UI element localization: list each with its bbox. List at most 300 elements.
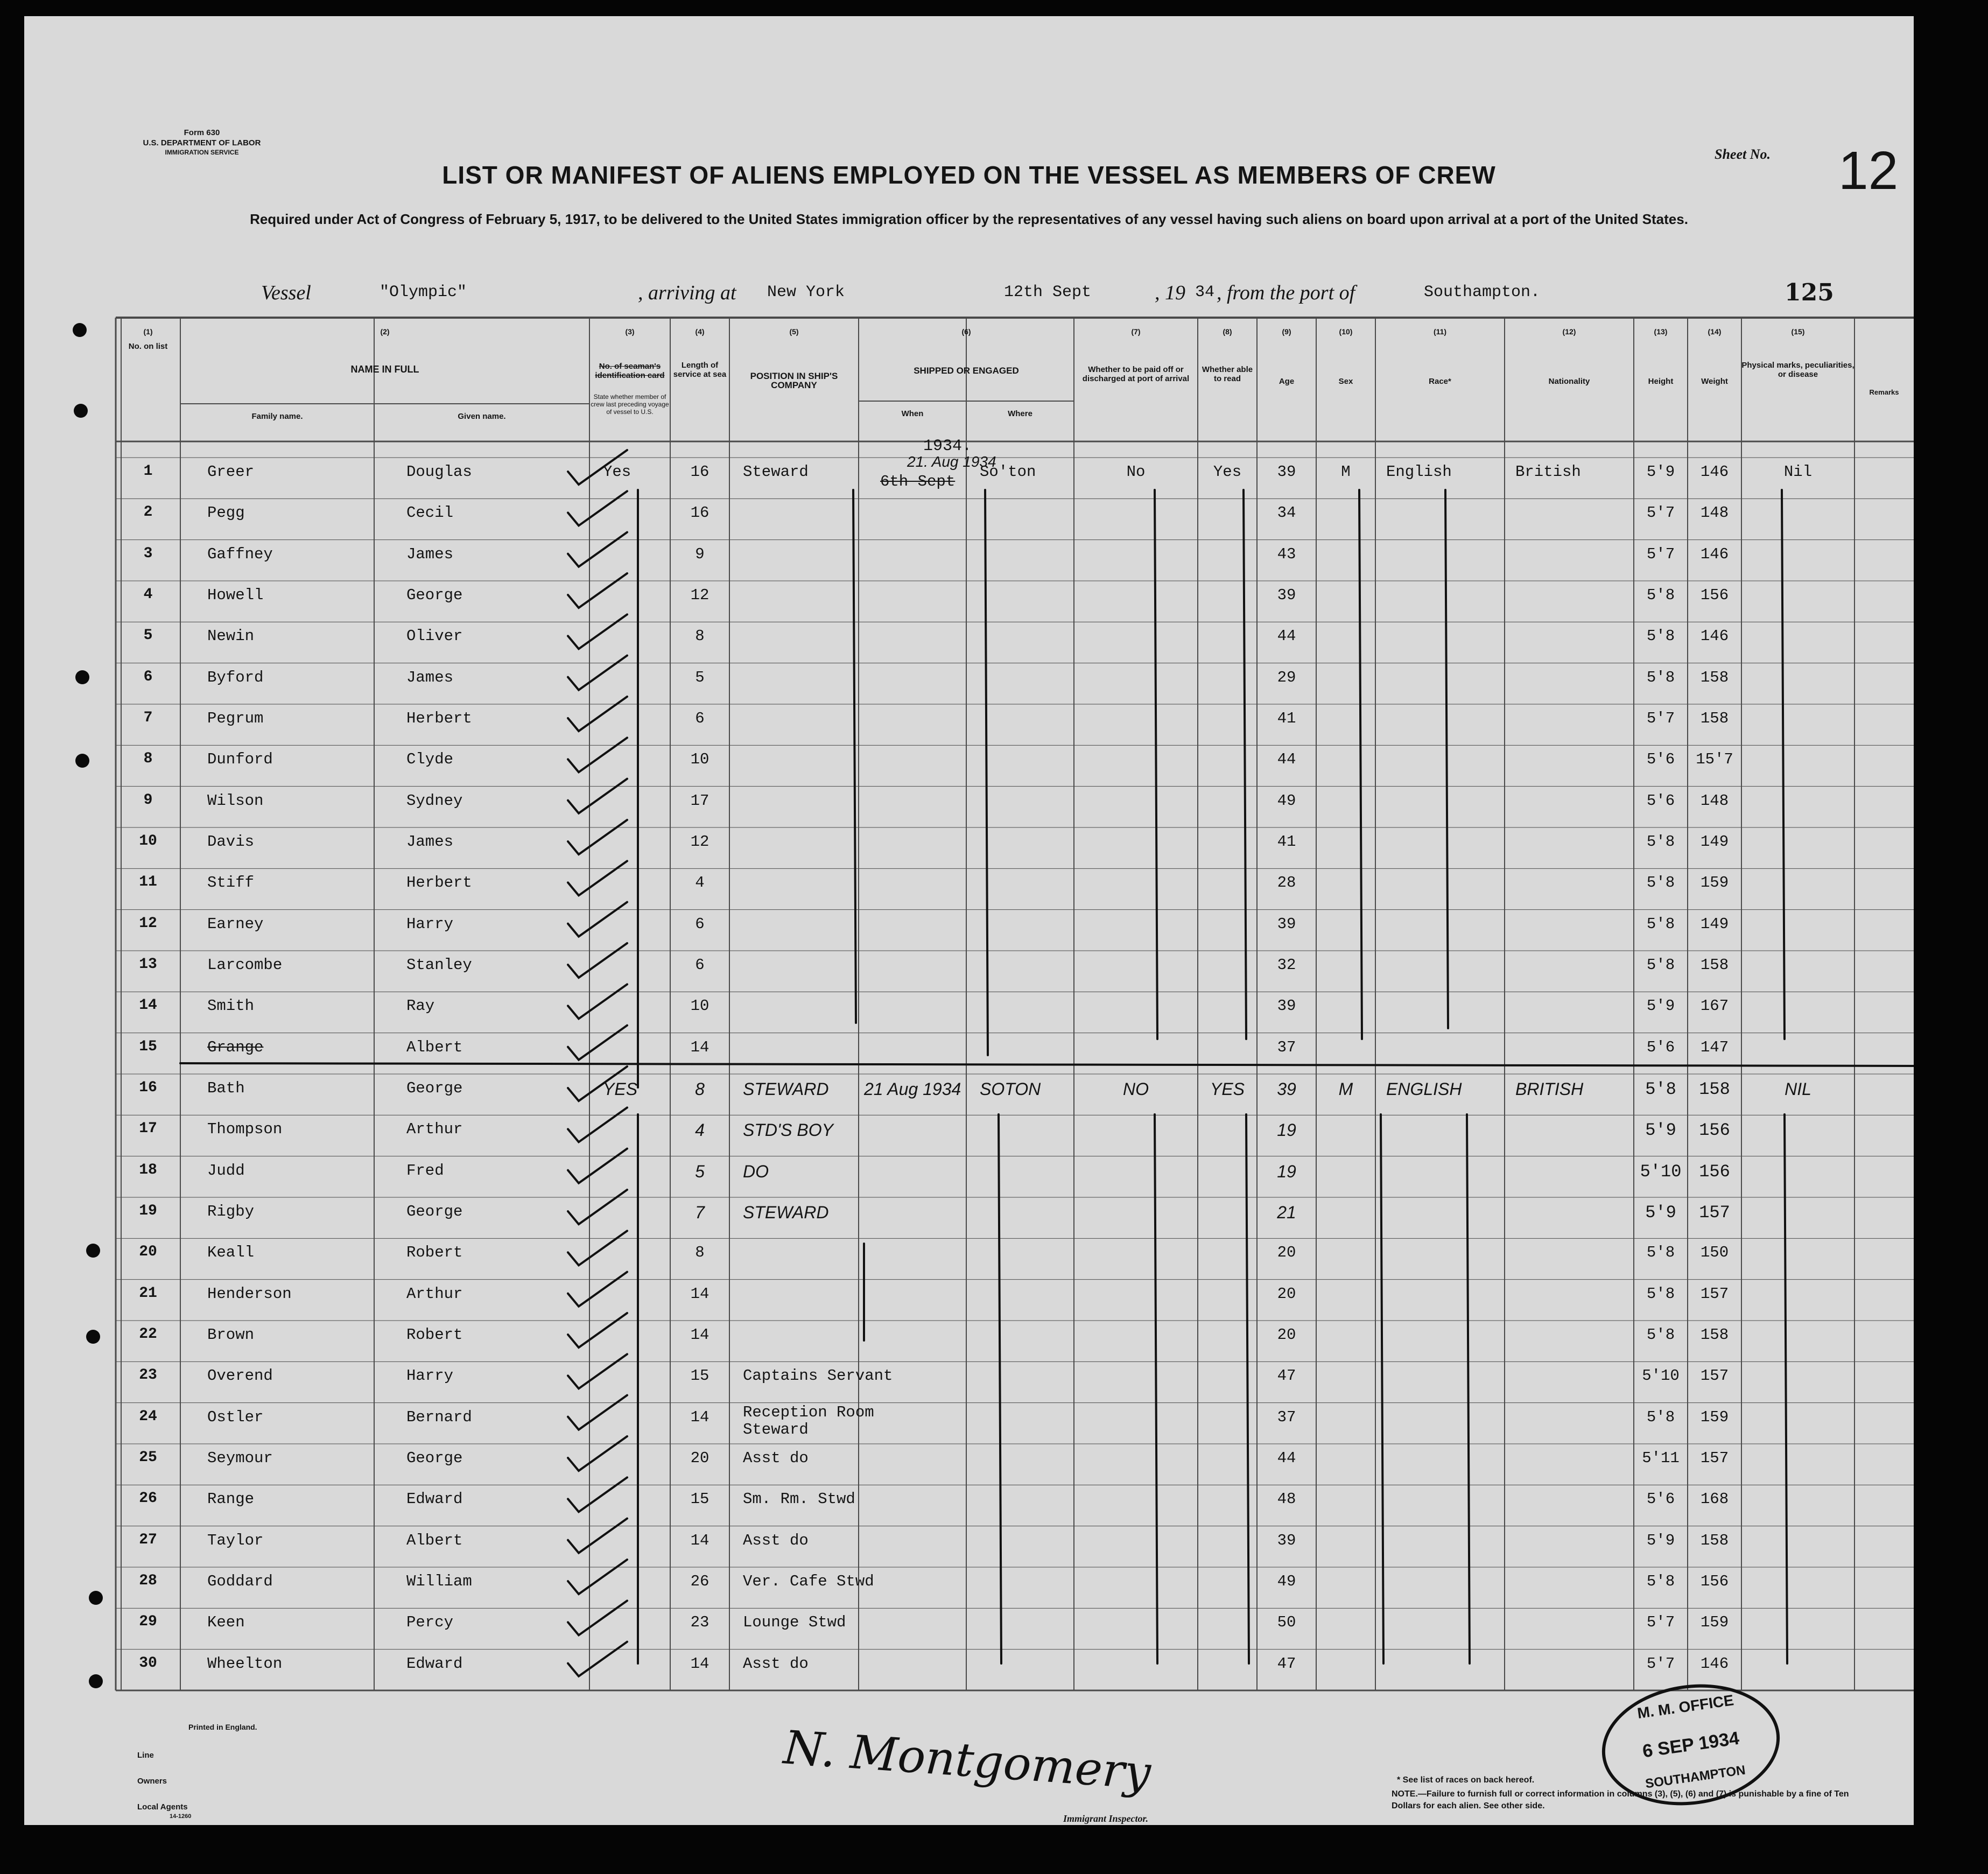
cell-service: 5 — [695, 668, 705, 686]
cell-age: 47 — [1277, 1654, 1296, 1673]
cell-given: Harry — [406, 915, 454, 933]
cell-height: 5'11 — [1642, 1449, 1680, 1467]
punch-hole — [73, 323, 87, 337]
cell-no: 16 — [139, 1079, 157, 1096]
cell-physical: NIL — [1785, 1079, 1811, 1099]
cell-weight: 147 — [1700, 1038, 1729, 1056]
cell-height: 5'8 — [1646, 833, 1675, 851]
cell-family: Bath — [207, 1079, 245, 1097]
cell-given: Edward — [406, 1654, 463, 1673]
cell-height: 5'7 — [1646, 504, 1675, 522]
cell-service: 10 — [690, 997, 710, 1015]
cell-weight: 157 — [1700, 1367, 1729, 1385]
cell-given: Stanley — [406, 956, 472, 974]
cell-family: Seymour — [207, 1449, 273, 1467]
cell-height: 5'10 — [1642, 1367, 1680, 1385]
cell-no: 15 — [139, 1038, 157, 1055]
stamp-date: 6 SEP 1934 — [1641, 1728, 1741, 1762]
cell-no: 2 — [143, 504, 153, 521]
punch-hole — [89, 1591, 103, 1605]
line-label: Line — [137, 1751, 154, 1760]
cell-service: 9 — [695, 545, 705, 563]
col-header-card: No. of seaman's identification card — [595, 362, 665, 380]
cell-height: 5'8 — [1645, 1079, 1676, 1099]
cell-read: YES — [1210, 1079, 1245, 1099]
col-header-position: POSITION IN SHIP'S COMPANY — [750, 371, 838, 390]
cell-paid: No — [1126, 463, 1146, 481]
cell-no: 18 — [139, 1161, 157, 1178]
cell-sex: M — [1341, 463, 1351, 481]
cell-no: 8 — [143, 750, 153, 768]
cell-age: 19 — [1277, 1120, 1296, 1140]
cell-family: Davis — [207, 833, 255, 851]
cell-weight: 157 — [1699, 1203, 1730, 1223]
service-name: IMMIGRATION SERVICE — [165, 149, 239, 156]
cell-height: 5'6 — [1646, 1038, 1675, 1056]
cell-weight: 167 — [1700, 997, 1729, 1015]
cell-service: 4 — [695, 874, 705, 892]
cell-no: 1 — [143, 463, 153, 480]
cell-no: 20 — [139, 1244, 157, 1261]
page-number: 125 — [1785, 279, 1834, 306]
cell-given: Douglas — [406, 463, 472, 481]
cell-height: 5'8 — [1646, 915, 1675, 933]
col-header-age: Age — [1278, 377, 1295, 386]
cell-position: STEWARD — [743, 1203, 829, 1222]
cell-nationality: BRITISH — [1515, 1079, 1584, 1099]
cell-card: Yes — [603, 463, 631, 481]
cell-age: 20 — [1277, 1285, 1296, 1303]
cell-given: George — [406, 1203, 463, 1220]
cell-given: Herbert — [406, 874, 472, 892]
column-number: (13) — [1654, 327, 1668, 336]
cell-weight: 146 — [1700, 463, 1729, 481]
cell-service: 4 — [695, 1120, 705, 1140]
cell-physical: Nil — [1783, 463, 1813, 481]
cell-height: 5'7 — [1646, 545, 1675, 563]
cell-read: Yes — [1213, 463, 1242, 481]
cell-weight: 157 — [1700, 1285, 1729, 1303]
cell-age: 44 — [1277, 627, 1296, 645]
cell-no: 27 — [139, 1531, 157, 1548]
cell-family: Pegrum — [207, 710, 264, 727]
col-header-no: No. on list — [128, 342, 168, 351]
page-subtitle: Required under Act of Congress of February 5, 1917, to be delivered to the United States immigration officer by the representatives of any vessel having such aliens on board upon arrival at a port of the United States. — [250, 211, 1688, 227]
cell-no: 30 — [139, 1654, 157, 1672]
manifest-sheet — [24, 16, 1914, 1825]
cell-age: 49 — [1277, 791, 1296, 810]
date-correction: 21. Aug 1934 — [907, 453, 996, 470]
column-number: (11) — [1433, 327, 1447, 336]
cell-when: 21 Aug 1934 — [864, 1079, 961, 1099]
cell-service: 14 — [690, 1408, 710, 1426]
cell-weight: 158 — [1700, 668, 1729, 686]
cell-age: 49 — [1277, 1573, 1296, 1590]
stamp-office: M. M. OFFICE — [1636, 1691, 1735, 1722]
cell-family: Keen — [207, 1613, 245, 1632]
cell-service: 7 — [695, 1203, 705, 1222]
cell-race: ENGLISH — [1386, 1079, 1462, 1099]
cell-service: 15 — [690, 1490, 710, 1508]
inspector-label: Immigrant Inspector. — [1063, 1813, 1149, 1824]
cell-no: 11 — [139, 874, 157, 891]
cell-given: Sydney — [406, 791, 463, 810]
cell-given: Fred — [406, 1161, 444, 1180]
cell-service: 10 — [690, 750, 710, 769]
form-code: 14-1260 — [170, 1813, 192, 1820]
cell-nationality: British — [1515, 463, 1581, 481]
cell-age: 21 — [1277, 1203, 1296, 1222]
column-number: (4) — [695, 327, 705, 336]
cell-family: Goddard — [207, 1573, 273, 1590]
cell-weight: 150 — [1700, 1244, 1729, 1262]
col-header-shipped: SHIPPED OR ENGAGED — [914, 366, 1019, 376]
cell-given: Cecil — [406, 504, 454, 522]
cell-no: 21 — [139, 1285, 157, 1302]
cell-service: 5 — [695, 1161, 705, 1181]
cell-no: 3 — [143, 545, 153, 562]
cell-where: SOTON — [980, 1079, 1041, 1099]
cell-weight: 146 — [1700, 545, 1729, 563]
cell-height: 5'9 — [1645, 1120, 1676, 1141]
arrival-port: New York — [767, 283, 845, 301]
arrival-year: 34 — [1195, 283, 1215, 301]
cell-family: Henderson — [207, 1285, 292, 1303]
cell-family: Grange — [207, 1038, 264, 1056]
cell-age: 39 — [1277, 1531, 1296, 1549]
col-header-paid-off: Whether to be paid off or discharged at port of arrival — [1082, 365, 1190, 383]
vessel-label: Vessel — [261, 282, 311, 304]
punch-hole — [75, 670, 89, 684]
cell-no: 6 — [143, 668, 153, 685]
cell-no: 22 — [139, 1326, 157, 1343]
departure-port: Southampton. — [1424, 283, 1541, 301]
cell-no: 5 — [143, 627, 153, 644]
cell-family: Newin — [207, 627, 255, 645]
sheet-number: 12 — [1838, 141, 1899, 201]
cell-age: 44 — [1277, 1449, 1296, 1467]
cell-age: 37 — [1277, 1038, 1296, 1056]
cell-position: DO — [743, 1161, 769, 1181]
cell-age: 44 — [1277, 750, 1296, 769]
cell-age: 28 — [1277, 874, 1296, 892]
cell-age: 39 — [1277, 463, 1296, 481]
cell-family: Pegg — [207, 504, 245, 522]
cell-height: 5'8 — [1646, 586, 1675, 604]
cell-service: 8 — [695, 627, 705, 645]
races-note: * See list of races on back hereof. — [1397, 1775, 1535, 1785]
cell-given: Arthur — [406, 1285, 463, 1303]
cell-family: Byford — [207, 668, 264, 686]
cell-weight: 157 — [1700, 1449, 1729, 1467]
column-number: (9) — [1282, 327, 1291, 336]
cell-service: 16 — [690, 463, 710, 481]
cell-family: Earney — [207, 915, 264, 933]
cell-no: 12 — [139, 915, 157, 932]
cell-age: 41 — [1277, 833, 1296, 851]
cell-height: 5'8 — [1646, 668, 1675, 686]
cell-age: 41 — [1277, 710, 1296, 727]
cell-height: 5'7 — [1646, 710, 1675, 727]
cell-family: Judd — [207, 1161, 245, 1180]
struck-date: 6th Sept — [880, 473, 956, 490]
col-header-sex: Sex — [1338, 377, 1353, 386]
cell-weight: 156 — [1699, 1120, 1730, 1141]
column-number: (14) — [1708, 327, 1722, 336]
cell-weight: 158 — [1700, 710, 1729, 727]
cell-age: 48 — [1277, 1490, 1296, 1508]
punch-hole — [86, 1330, 100, 1344]
cell-no: 4 — [143, 586, 153, 603]
cell-given: Robert — [406, 1244, 463, 1262]
col-header-physical: Physical marks, peculiarities, or disease — [1741, 361, 1854, 379]
cell-weight: 159 — [1700, 1613, 1729, 1632]
cell-family: Wheelton — [207, 1654, 283, 1673]
cell-height: 5'8 — [1646, 1408, 1675, 1426]
cell-family: Overend — [207, 1367, 273, 1385]
col-header-remarks: Remarks — [1869, 388, 1899, 396]
cell-family: Larcombe — [207, 956, 283, 974]
cell-age: 39 — [1277, 586, 1296, 604]
vessel-name: "Olympic" — [380, 283, 467, 301]
cell-given: Clyde — [406, 750, 454, 769]
cell-service: 15 — [690, 1367, 710, 1385]
cell-height: 5'8 — [1646, 956, 1675, 974]
cell-position: STEWARD — [743, 1079, 829, 1099]
cell-weight: 149 — [1700, 833, 1729, 851]
cell-weight: 146 — [1700, 627, 1729, 645]
column-number: (3) — [625, 327, 635, 336]
cell-family: Gaffney — [207, 545, 273, 563]
cell-weight: 158 — [1700, 956, 1729, 974]
printed-in: Printed in England. — [188, 1723, 257, 1731]
col-header-where: Where — [1008, 409, 1032, 418]
cell-service: 26 — [690, 1573, 710, 1590]
cell-family: Wilson — [207, 791, 264, 810]
cell-weight: 158 — [1700, 1531, 1729, 1549]
cell-position: Steward — [743, 463, 809, 481]
cell-no: 28 — [139, 1573, 157, 1589]
column-number: (6) — [961, 327, 971, 336]
cell-position: Lounge Stwd — [743, 1613, 846, 1632]
cell-given: James — [406, 545, 454, 563]
cell-given: William — [406, 1573, 472, 1590]
cell-service: 16 — [690, 504, 710, 522]
cell-height: 5'9 — [1646, 997, 1675, 1015]
cell-service: 6 — [695, 710, 705, 727]
cell-height: 5'7 — [1646, 1654, 1675, 1673]
column-number: (2) — [380, 327, 390, 336]
cell-family: Keall — [207, 1244, 255, 1262]
cell-family: Greer — [207, 463, 255, 481]
cell-no: 7 — [143, 710, 153, 726]
cell-age: 39 — [1277, 997, 1296, 1015]
cell-no: 23 — [139, 1367, 157, 1384]
cell-age: 32 — [1277, 956, 1296, 974]
cell-age: 43 — [1277, 545, 1296, 563]
page-title: LIST OR MANIFEST OF ALIENS EMPLOYED ON THE VESSEL AS MEMBERS OF CREW — [442, 161, 1496, 189]
cell-weight: 159 — [1700, 1408, 1729, 1426]
cell-weight: 149 — [1700, 915, 1729, 933]
punch-hole — [89, 1674, 103, 1688]
form-number: Form 630 — [184, 128, 220, 137]
cell-service: 12 — [690, 833, 710, 851]
cell-service: 23 — [690, 1613, 710, 1632]
cell-position: Sm. Rm. Stwd — [743, 1490, 855, 1508]
cell-service: 6 — [695, 956, 705, 974]
col-header-service: Length of service at sea — [673, 361, 727, 379]
column-number: (10) — [1339, 327, 1353, 336]
penalty-note: NOTE.—Failure to furnish full or correct information in columns (3), (5), (6) and (7) is punishable by a fine of Ten Dollars for each alien. See other side. — [1392, 1789, 1849, 1810]
cell-service: 14 — [690, 1326, 710, 1344]
cell-position: Asst do — [743, 1531, 809, 1549]
cell-service: 14 — [690, 1038, 710, 1056]
cell-given: Edward — [406, 1490, 463, 1508]
cell-no: 9 — [143, 791, 153, 809]
from-port-label: , from the port of — [1217, 282, 1355, 304]
stamp-place: SOUTHAMPTON — [1644, 1763, 1747, 1792]
arriving-label: , arriving at — [638, 282, 736, 304]
cell-position: Reception Room Steward — [743, 1403, 874, 1438]
cell-age: 20 — [1277, 1244, 1296, 1262]
cell-sex: M — [1338, 1079, 1353, 1099]
punch-hole — [86, 1244, 100, 1258]
cell-no: 24 — [139, 1408, 157, 1425]
year-note: 1934. — [923, 437, 972, 455]
cell-given: Albert — [406, 1531, 463, 1549]
table-grid — [24, 16, 1914, 1825]
sheet-label: Sheet No. — [1715, 146, 1771, 162]
cell-weight: 146 — [1700, 1654, 1729, 1673]
cell-position: STD'S BOY — [743, 1120, 833, 1140]
cell-card: YES — [603, 1079, 638, 1099]
column-number: (1) — [143, 327, 153, 336]
column-number: (8) — [1223, 327, 1232, 336]
cell-family: Taylor — [207, 1531, 264, 1549]
cell-age: 50 — [1277, 1613, 1296, 1632]
cell-no: 17 — [139, 1120, 157, 1138]
cell-height: 5'8 — [1646, 1244, 1675, 1262]
col-header-family: Family name. — [251, 412, 303, 421]
cell-height: 5'9 — [1645, 1203, 1676, 1223]
col-header-weight: Weight — [1701, 377, 1728, 386]
cell-given: James — [406, 833, 454, 851]
cell-family: Dunford — [207, 750, 273, 769]
cell-age: 37 — [1277, 1408, 1296, 1426]
cell-height: 5'6 — [1646, 1490, 1675, 1508]
punch-hole — [75, 754, 89, 768]
cell-service: 6 — [695, 915, 705, 933]
cell-height: 5'6 — [1646, 750, 1675, 769]
cell-given: Percy — [406, 1613, 454, 1632]
cell-no: 29 — [139, 1613, 157, 1631]
cell-given: Albert — [406, 1038, 463, 1056]
cell-age: 34 — [1277, 504, 1296, 522]
cell-height: 5'8 — [1646, 1285, 1675, 1303]
cell-height: 5'7 — [1646, 1613, 1675, 1632]
cell-weight: 15'7 — [1696, 750, 1733, 769]
cell-age: 39 — [1277, 1079, 1296, 1099]
cell-service: 14 — [690, 1654, 710, 1673]
col-header-race: Race* — [1429, 377, 1451, 386]
col-header-name: NAME IN FULL — [350, 364, 419, 375]
cell-given: Herbert — [406, 710, 472, 727]
cell-service: 14 — [690, 1531, 710, 1549]
col-header-read: Whether able to read — [1202, 365, 1253, 383]
cell-position: Asst do — [743, 1449, 809, 1467]
cell-family: Range — [207, 1490, 255, 1508]
cell-race: English — [1386, 463, 1452, 481]
column-number: (15) — [1791, 327, 1805, 336]
cell-age: 19 — [1277, 1161, 1296, 1181]
col-header-when: When — [901, 409, 924, 418]
col-header-height: Height — [1648, 377, 1674, 386]
cell-given: George — [406, 1079, 463, 1097]
cell-height: 5'9 — [1646, 463, 1675, 481]
cell-family: Stiff — [207, 874, 255, 892]
cell-service: 20 — [690, 1449, 710, 1467]
arrival-date: 12th Sept — [1004, 283, 1092, 301]
cell-given: Ray — [406, 997, 435, 1015]
cell-no: 10 — [139, 833, 157, 850]
cell-age: 47 — [1277, 1367, 1296, 1385]
cell-weight: 159 — [1700, 874, 1729, 892]
cell-given: Arthur — [406, 1120, 463, 1139]
cell-height: 5'9 — [1646, 1531, 1675, 1549]
cell-no: 25 — [139, 1449, 157, 1466]
cell-position: Captains Servant — [743, 1367, 893, 1385]
cell-family: Ostler — [207, 1408, 264, 1426]
inspector-signature: N. Montgomery — [782, 1721, 1153, 1800]
col-header-card-note: State whether member of crew last preceding voyage of vessel to U.S. — [591, 393, 669, 416]
cell-height: 5'8 — [1646, 874, 1675, 892]
cell-given: George — [406, 586, 463, 604]
cell-family: Smith — [207, 997, 255, 1015]
cell-age: 20 — [1277, 1326, 1296, 1344]
cell-paid: NO — [1123, 1079, 1149, 1099]
cell-service: 17 — [690, 791, 710, 810]
cell-position: Asst do — [743, 1654, 809, 1673]
cell-service: 8 — [695, 1079, 705, 1099]
cell-family: Brown — [207, 1326, 255, 1344]
cell-service: 8 — [695, 1244, 705, 1262]
cell-where: So'ton — [980, 463, 1036, 481]
cell-given: James — [406, 668, 454, 686]
cell-no: 13 — [139, 956, 157, 973]
column-number: (7) — [1131, 327, 1141, 336]
cell-no: 26 — [139, 1490, 157, 1507]
cell-age: 29 — [1277, 668, 1296, 686]
col-header-nationality: Nationality — [1548, 377, 1590, 386]
cell-service: 14 — [690, 1285, 710, 1303]
cell-weight: 148 — [1700, 504, 1729, 522]
agents-label: Local Agents — [137, 1802, 188, 1812]
cell-height: 5'8 — [1646, 627, 1675, 645]
cell-given: George — [406, 1449, 463, 1467]
cell-position: Ver. Cafe Stwd — [743, 1573, 874, 1590]
cell-given: Harry — [406, 1367, 454, 1385]
cell-weight: 156 — [1700, 586, 1729, 604]
year-prefix: , 19 — [1155, 282, 1185, 304]
cell-given: Robert — [406, 1326, 463, 1344]
column-number: (12) — [1562, 327, 1576, 336]
cell-weight: 168 — [1700, 1490, 1729, 1508]
cell-given: Bernard — [406, 1408, 472, 1426]
cell-given: Oliver — [406, 627, 463, 645]
cell-weight: 148 — [1700, 791, 1729, 810]
cell-family: Howell — [207, 586, 264, 604]
punch-hole — [74, 404, 88, 418]
